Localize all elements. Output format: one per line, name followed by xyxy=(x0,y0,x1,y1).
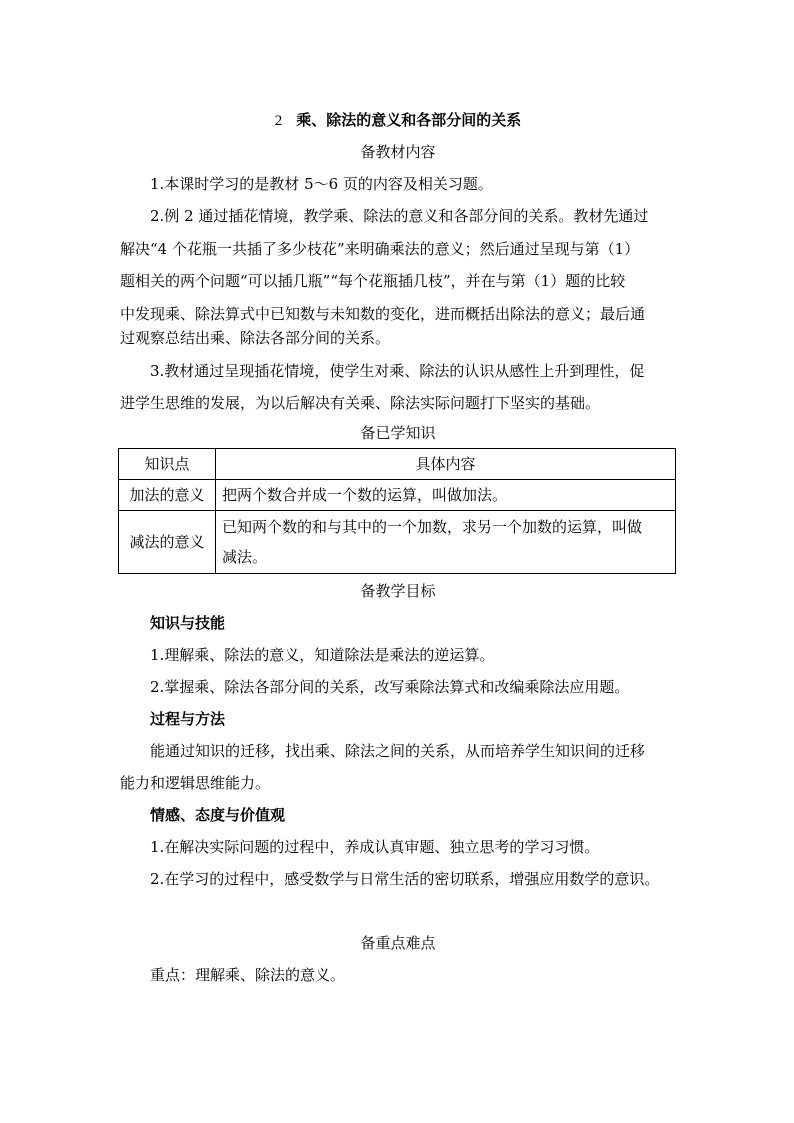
table-cell-content-line-1: 已知两个数的和与其中的一个加数，求另一个加数的运算，叫做 xyxy=(222,518,643,536)
table-cell-point: 减法的意义 xyxy=(119,511,216,574)
goals-emotion-item-1: 1.在解决实际问题的过程中，养成认真审题、独立思考的学习习惯。 xyxy=(150,838,600,856)
material-paragraph-2-line-4: 中发现乘、除法算式中已知数与未知数的变化，进而概括出除法的意义；最后通 xyxy=(120,305,646,323)
material-paragraph-2-line-2: 解决“4 个花瓶一共插了多少枝花”来明确乘法的意义；然后通过呈现与第（1） xyxy=(120,240,640,258)
section-heading-key-points: 备重点难点 xyxy=(360,934,436,952)
section-heading-prior-knowledge: 备已学知识 xyxy=(360,424,436,442)
section-heading-goals: 备教学目标 xyxy=(360,582,436,600)
material-paragraph-1: 1.本课时学习的是教材 5～6 页的内容及相关习题。 xyxy=(150,175,493,193)
material-paragraph-2-line-3: 题相关的两个问题“可以插几瓶”“每个花瓶插几枝”，并在与第（1）题的比较 xyxy=(120,272,626,290)
prior-knowledge-table xyxy=(118,448,676,574)
goals-process-line-2: 能力和逻辑思维能力。 xyxy=(120,774,271,792)
table-row xyxy=(119,480,676,511)
goals-knowledge-item-2: 2.掌握乘、除法各部分间的关系，改写乘除法算式和改编乘除法应用题。 xyxy=(150,678,630,696)
table-header-point: 知识点 xyxy=(119,449,216,480)
table-cell-content xyxy=(216,511,676,574)
section-heading-material: 备教材内容 xyxy=(360,143,436,161)
key-point-text: 重点：理解乘、除法的意义。 xyxy=(150,966,346,984)
goals-emotion-label: 情感、态度与价值观 xyxy=(150,806,286,824)
lesson-title-text: 乘、除法的意义和各部分间的关系 xyxy=(296,111,522,129)
material-paragraph-2-line-5: 过观察总结出乘、除法各部分间的关系。 xyxy=(120,329,391,347)
material-paragraph-3-line-1: 3.教材通过呈现插花情境，使学生对乘、除法的认识从感性上升到理性，促 xyxy=(150,362,645,380)
table-cell-point: 加法的意义 xyxy=(119,480,216,511)
lesson-title xyxy=(120,111,676,130)
goals-process-line-1: 能通过知识的迁移，找出乘、除法之间的关系，从而培养学生知识间的迁移 xyxy=(150,742,646,760)
goals-knowledge-skills-label: 知识与技能 xyxy=(150,614,226,632)
table-header-content: 具体内容 xyxy=(216,449,676,480)
goals-knowledge-item-1: 1.理解乘、除法的意义，知道除法是乘法的逆运算。 xyxy=(150,646,495,664)
lesson-number: 2 xyxy=(274,113,283,129)
material-paragraph-2-line-1: 2.例 2 通过插花情境，教学乘、除法的意义和各部分间的关系。教材先通过 xyxy=(150,207,649,225)
table-row xyxy=(119,511,676,574)
material-paragraph-3-line-2: 进学生思维的发展，为以后解决有关乘、除法实际问题打下坚实的基础。 xyxy=(120,394,601,412)
table-cell-content-line-2: 减法。 xyxy=(222,548,268,566)
goals-process-method-label: 过程与方法 xyxy=(150,710,226,728)
table-header-row xyxy=(119,449,676,480)
table-cell-content: 把两个数合并成一个数的运算，叫做加法。 xyxy=(216,480,676,511)
goals-emotion-item-2: 2.在学习的过程中，感受数学与日常生活的密切联系，增强应用数学的意识。 xyxy=(150,870,660,888)
